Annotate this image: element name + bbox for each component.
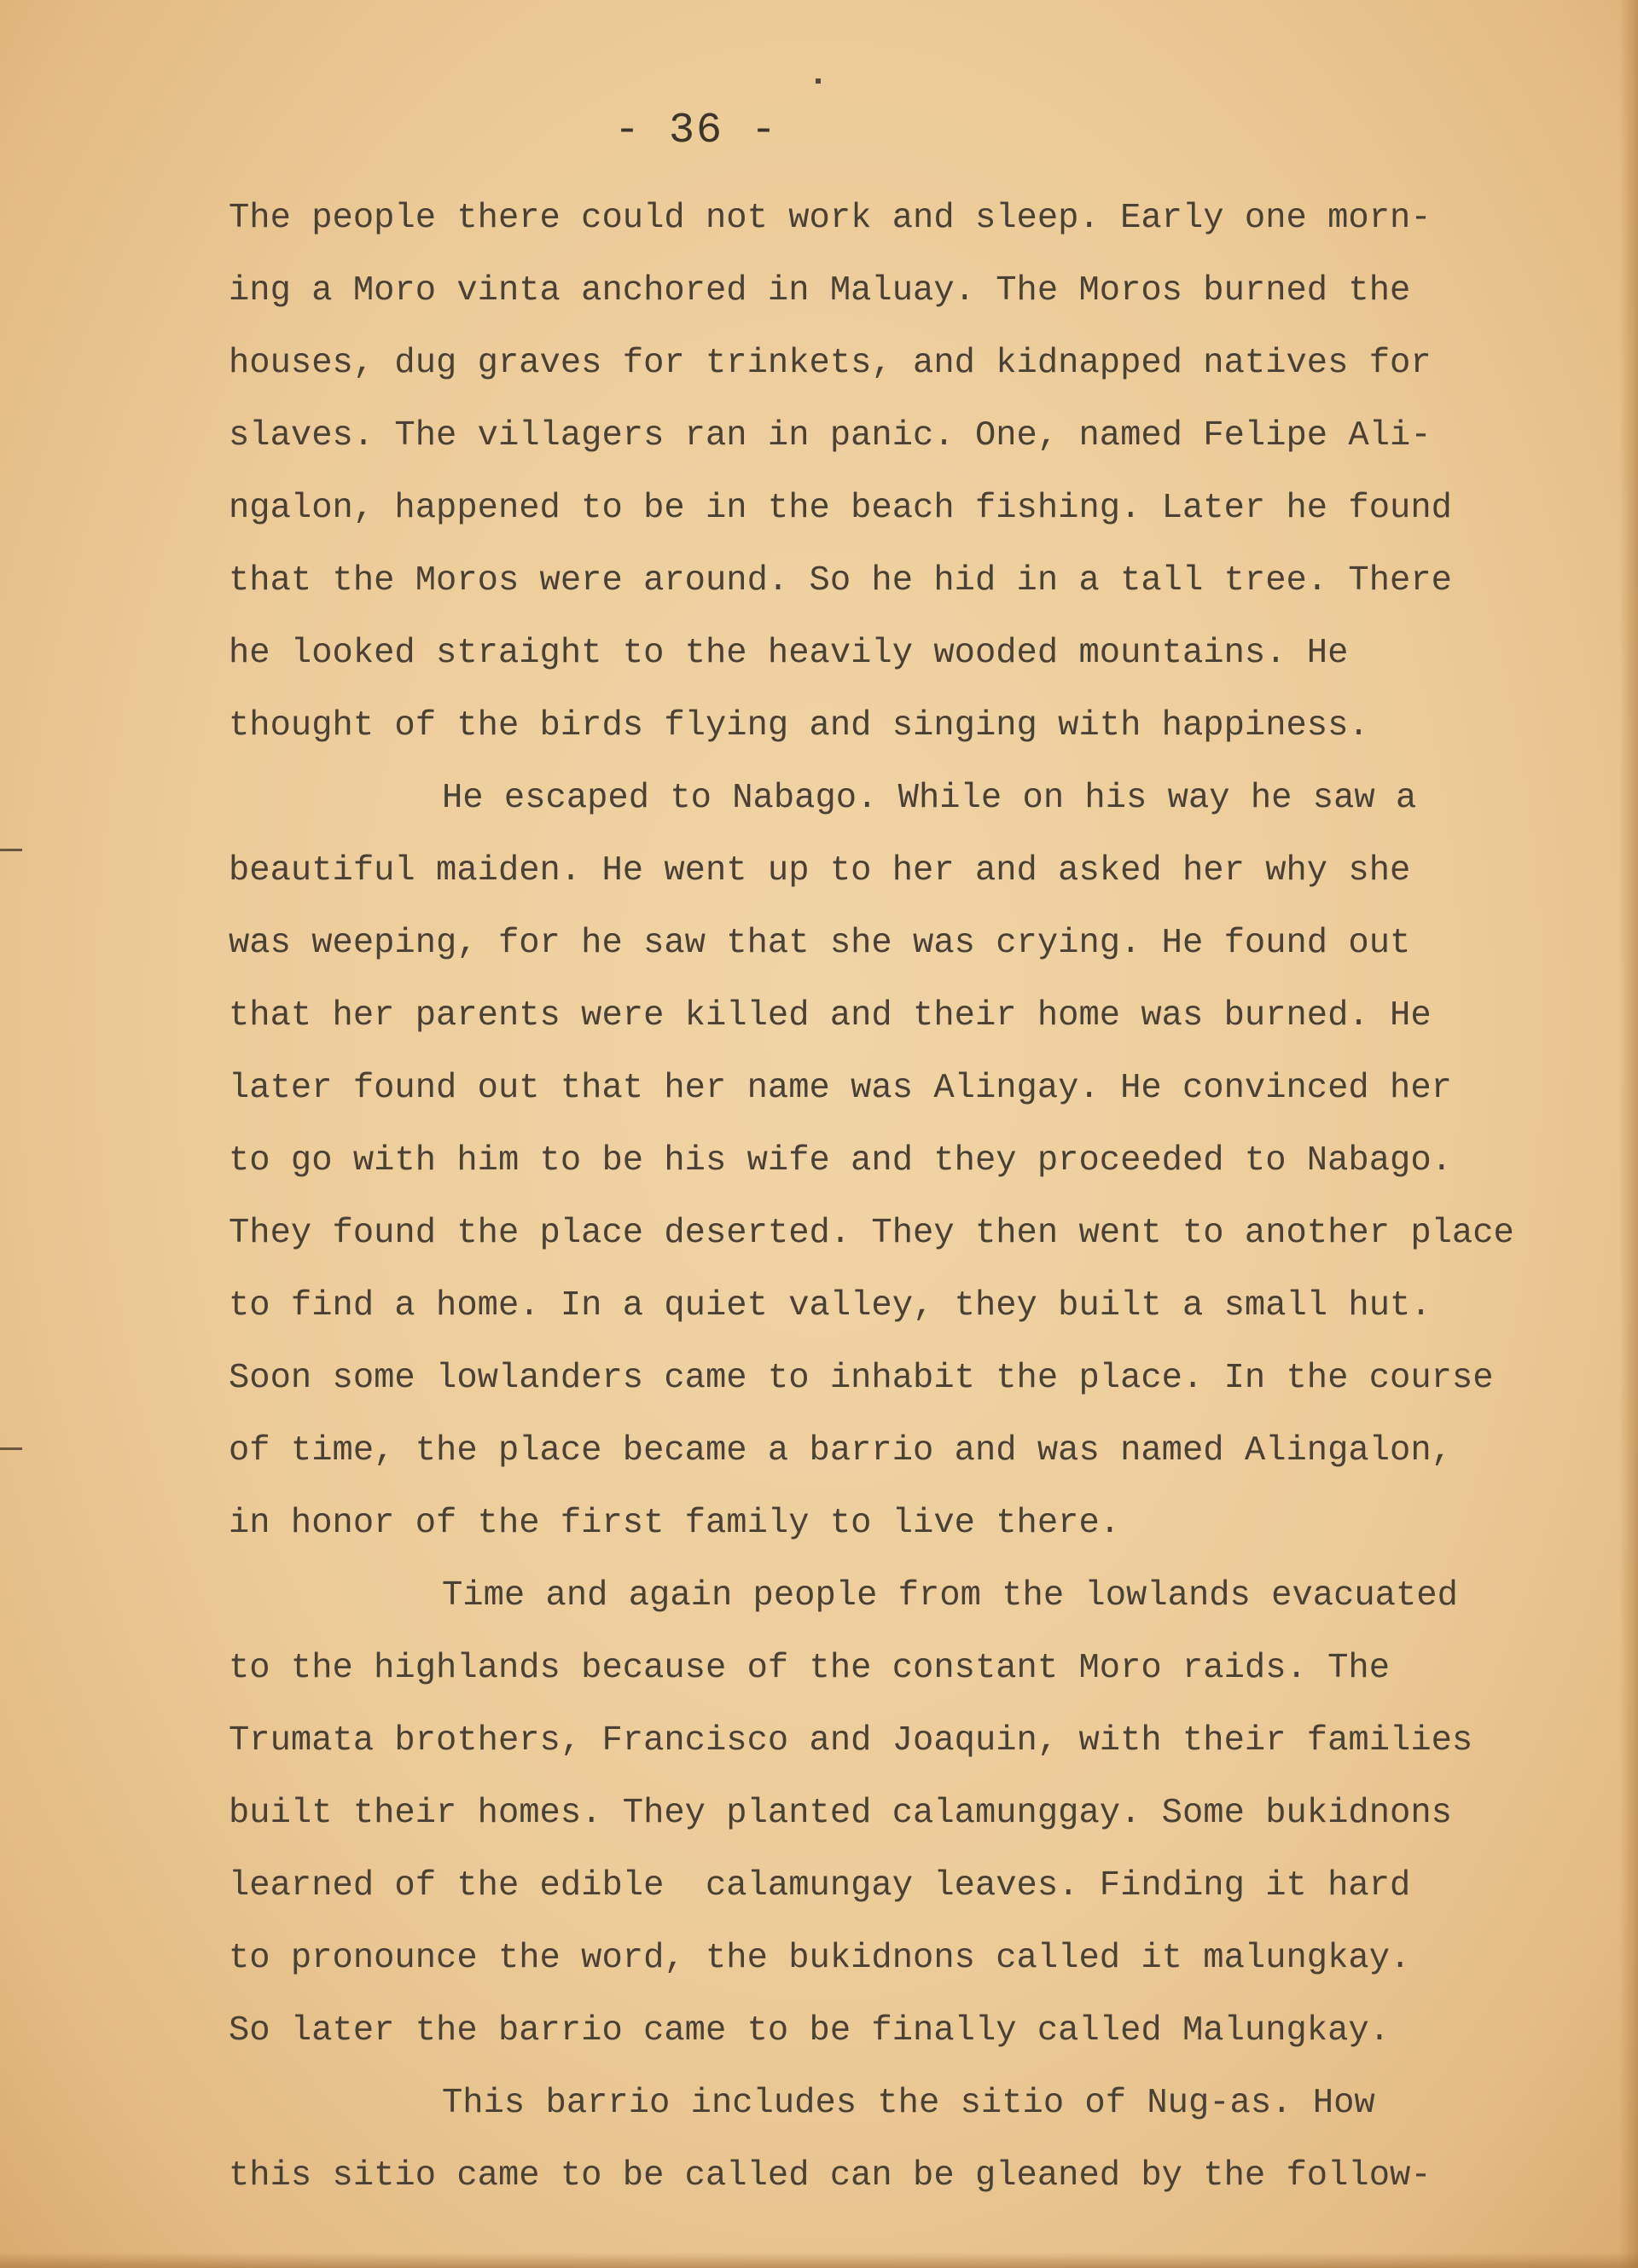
text-line: slaves. The villagers ran in panic. One, named Felipe Ali- bbox=[229, 416, 1432, 455]
text-line: in honor of the first family to live there. bbox=[229, 1504, 1121, 1543]
text-line: The people there could not work and sleep. Early one morn- bbox=[229, 199, 1432, 238]
text-line: to the highlands because of the constant Moro raids. The bbox=[229, 1649, 1391, 1688]
typed-text-body bbox=[229, 183, 1611, 2213]
page-edge-shadow-right bbox=[1619, 0, 1638, 2268]
text-line: later found out that her name was Alingay. He convinced her bbox=[229, 1069, 1452, 1108]
text-line: this sitio came to be called can be gleaned by the follow- bbox=[229, 2156, 1432, 2195]
text-line: to find a home. In a quiet valley, they built a small hut. bbox=[229, 1286, 1432, 1325]
text-line: to pronounce the word, the bukidnons called it malungkay. bbox=[229, 1939, 1411, 1978]
text-line: beautiful maiden. He went up to her and asked her why she bbox=[229, 851, 1411, 890]
ink-speck bbox=[816, 78, 821, 84]
page-edge-shadow-bottom bbox=[0, 2253, 1638, 2268]
paragraph-start-line: This barrio includes the sitio of Nug-as. How bbox=[442, 2084, 1375, 2123]
text-line: thought of the birds flying and singing with happiness. bbox=[229, 706, 1369, 745]
text-line: Trumata brothers, Francisco and Joaquin, with their families bbox=[229, 1721, 1473, 1760]
margin-tick-mark bbox=[0, 1447, 22, 1450]
text-line: he looked straight to the heavily wooded mountains. He bbox=[229, 634, 1349, 673]
margin-tick-mark bbox=[0, 849, 22, 851]
text-line: So later the barrio came to be finally called Malungkay. bbox=[229, 2011, 1391, 2050]
text-line: ing a Moro vinta anchored in Maluay. The Moros burned the bbox=[229, 271, 1411, 310]
paragraph-start-line: He escaped to Nabago. While on his way he saw a bbox=[442, 779, 1417, 818]
text-line: was weeping, for he saw that she was crying. He found out bbox=[229, 924, 1411, 963]
text-line: learned of the edible calamungay leaves. Finding it hard bbox=[229, 1866, 1411, 1905]
text-line: of time, the place became a barrio and was named Alingalon, bbox=[229, 1431, 1452, 1470]
text-line: They found the place deserted. They then went to another place bbox=[229, 1214, 1514, 1253]
text-line: that her parents were killed and their home was burned. He bbox=[229, 996, 1432, 1035]
text-line: built their homes. They planted calamunggay. Some bukidnons bbox=[229, 1794, 1452, 1833]
text-line: to go with him to be his wife and they proceeded to Nabago. bbox=[229, 1141, 1452, 1180]
page-number: - 36 - bbox=[614, 107, 779, 155]
text-line: ngalon, happened to be in the beach fishing. Later he found bbox=[229, 489, 1452, 528]
text-line: that the Moros were around. So he hid in a tall tree. There bbox=[229, 561, 1452, 600]
text-line: Soon some lowlanders came to inhabit the place. In the course bbox=[229, 1359, 1494, 1398]
text-line: houses, dug graves for trinkets, and kidnapped natives for bbox=[229, 344, 1432, 383]
paragraph-start-line: Time and again people from the lowlands evacuated bbox=[442, 1576, 1458, 1615]
